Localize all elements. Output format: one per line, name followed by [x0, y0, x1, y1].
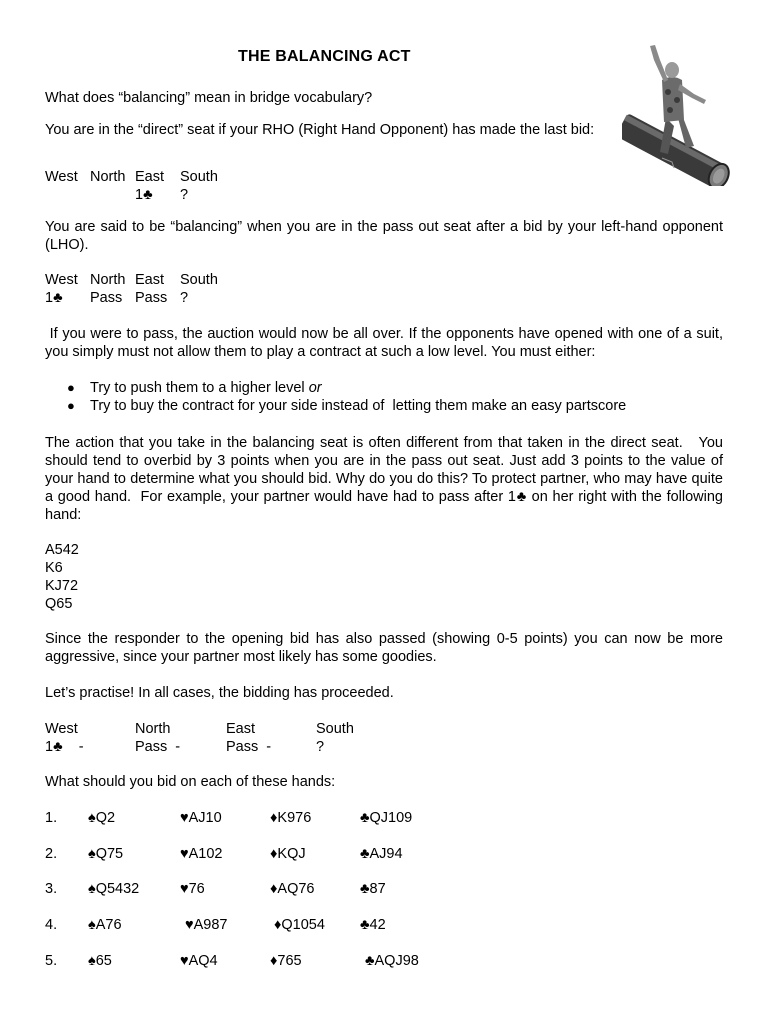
auction-bid-east: 1♣ [135, 187, 153, 203]
practice-hand-row [45, 916, 723, 934]
hand-spades: A542 [45, 542, 79, 558]
example-hand [45, 541, 79, 613]
hand-clubs: ♣QJ109 [360, 810, 413, 826]
hand-hearts: ♥A987 [185, 917, 228, 933]
hand-hearts: ♥A102 [180, 846, 223, 862]
bid-question: What should you bid on each of these hands: [45, 774, 336, 790]
hand-hearts: ♥AQ4 [180, 953, 218, 969]
hand-diamonds: ♦K976 [270, 810, 312, 826]
pass-consequence-paragraph: If you were to pass, the auction would now be all over. If the opponents have opened with one of a suit, you simply must not allow them to play a contract at such a low level. You must either: [45, 326, 728, 360]
practice-hand-row [45, 952, 723, 970]
bullet-icon: ● [67, 398, 75, 413]
auction-header-south: South [180, 272, 218, 288]
hand-clubs: ♣AJ94 [360, 846, 403, 862]
auction-header-row [45, 168, 225, 186]
auction-bid-south: ? [180, 187, 189, 203]
auction-header-row [45, 720, 376, 738]
hand-number: 4. [45, 917, 58, 933]
practice-hand-row [45, 845, 723, 863]
hand-clubs: ♣42 [360, 917, 386, 933]
hand-diamonds: KJ72 [45, 578, 79, 594]
auction-bid-east: Pass [135, 290, 168, 306]
hand-spades: ♠Q2 [88, 810, 116, 826]
auction-header-south: South [316, 721, 354, 737]
practise-paragraph: Let’s practise! In all cases, the bidding has proceeded. [45, 685, 394, 701]
hand-clubs: ♣87 [360, 881, 386, 897]
auction-header-north: North [135, 721, 171, 737]
auction-header-south: South [180, 169, 218, 185]
list-item-emphasis: or [308, 380, 322, 396]
practice-hand-row [45, 880, 723, 898]
hand-spades: ♠A76 [88, 917, 122, 933]
auction-header-north: North [90, 169, 126, 185]
auction-bid-row [45, 289, 225, 307]
bullet-icon: ● [67, 380, 75, 395]
auction-bid-row [45, 186, 225, 204]
hand-diamonds: ♦765 [270, 953, 302, 969]
auction-balancing [45, 271, 225, 307]
auction-bid-east: Pass - [226, 739, 272, 755]
list-item-text: Try to buy the contract for your side instead of letting them make an easy partscore [90, 398, 627, 414]
balancing-definition-paragraph: You are said to be “balancing” when you are in the pass out seat after a bid by your left-hand opponent (LHO). [45, 219, 723, 253]
action-paragraph: The action that you take in the balancing seat is often different from that taken in the direct seat. You should tend to overbid by 3 points when you are in the pass out seat. Just add 3 points to the value of your hand to determine what you should bid. Why do you do this? To protect partner, who may have quite a good hand. For example, your partner would have had to pass after 1♣ on her right with the following hand: [45, 435, 728, 523]
hand-clubs: Q65 [45, 596, 73, 612]
list-item [45, 397, 723, 415]
page-title: THE BALANCING ACT [238, 48, 411, 65]
responder-paragraph: Since the responder to the opening bid has also passed (showing 0-5 points) you can now be more aggressive, since your partner most likely has some goodies. [45, 631, 723, 665]
auction-header-east: East [226, 721, 256, 737]
hand-number: 1. [45, 810, 58, 826]
auction-header-east: East [135, 272, 165, 288]
auction-bid-west [45, 186, 90, 204]
auction-header-north: North [90, 272, 126, 288]
auction-bid-north [90, 186, 135, 204]
hand-hearts: ♥76 [180, 881, 205, 897]
auction-header-row [45, 271, 225, 289]
auction-bid-row [45, 738, 376, 756]
auction-bid-west: 1♣ - [45, 739, 84, 755]
list-item-text: Try to push them to a higher level [90, 380, 309, 396]
auction-direct [45, 168, 225, 204]
hand-diamonds: ♦KQJ [270, 846, 306, 862]
balancing-man-illustration [622, 40, 730, 186]
auction-header-east: East [135, 169, 165, 185]
hand-spades: ♠65 [88, 953, 112, 969]
direct-seat-paragraph: You are in the “direct” seat if your RHO (Right Hand Opponent) has made the last bid: [45, 122, 595, 138]
options-list [45, 379, 723, 415]
auction-header-west: West [45, 272, 78, 288]
hand-hearts: K6 [45, 560, 63, 576]
auction-header-west: West [45, 721, 78, 737]
auction-bid-west: 1♣ [45, 290, 63, 306]
hand-clubs: ♣AQJ98 [365, 953, 419, 969]
practice-hand-row [45, 809, 723, 827]
hand-diamonds: ♦Q1054 [274, 917, 325, 933]
auction-bid-north: Pass - [135, 739, 181, 755]
hand-number: 5. [45, 953, 58, 969]
hand-diamonds: ♦AQ76 [270, 881, 315, 897]
hand-hearts: ♥AJ10 [180, 810, 222, 826]
intro-question: What does “balancing” mean in bridge vocabulary? [45, 90, 373, 106]
hand-number: 2. [45, 846, 58, 862]
hand-spades: ♠Q5432 [88, 881, 140, 897]
auction-header-west: West [45, 169, 78, 185]
list-item [45, 379, 723, 397]
hand-spades: ♠Q75 [88, 846, 124, 862]
auction-bid-north: Pass [90, 290, 123, 306]
auction-bid-south: ? [180, 290, 189, 306]
auction-bid-south: ? [316, 739, 325, 755]
auction-practice [45, 720, 376, 756]
hand-number: 3. [45, 881, 58, 897]
